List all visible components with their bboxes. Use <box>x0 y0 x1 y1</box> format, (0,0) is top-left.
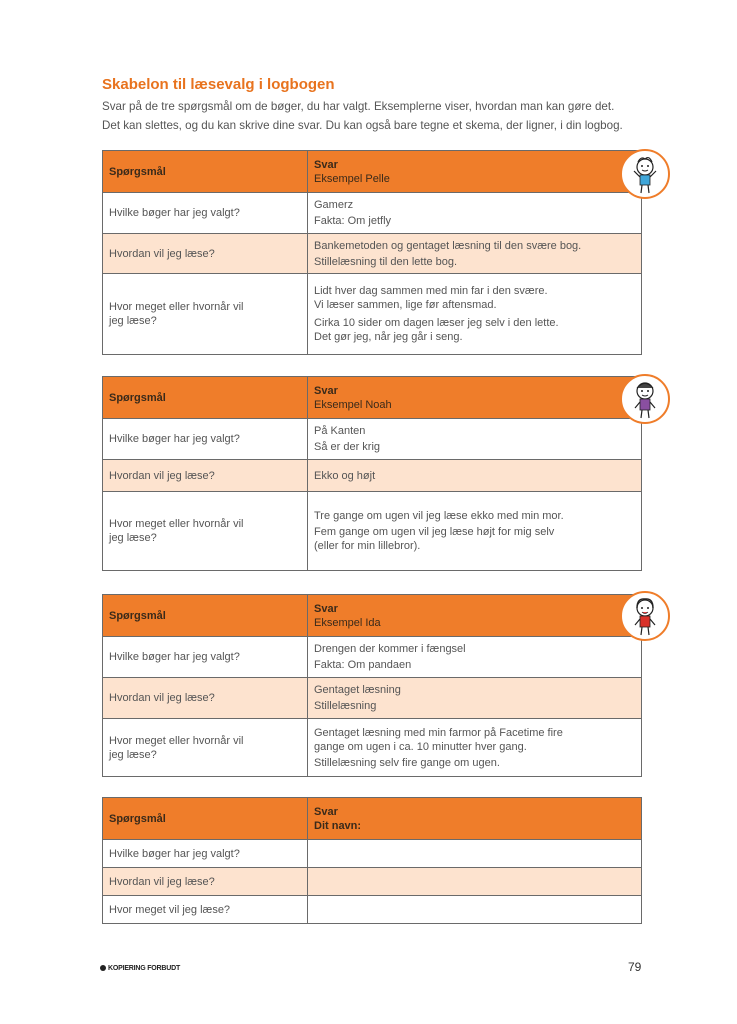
example-table-ida <box>102 594 642 777</box>
header-answer <box>308 377 642 419</box>
header-svar: Svar <box>314 805 338 818</box>
table-row <box>103 896 642 924</box>
answer-line: På Kanten <box>314 425 366 437</box>
table-row <box>103 678 642 719</box>
header-example-name: Eksempel Noah <box>314 398 392 411</box>
answer-line: Stillelæsning til den lette bog. <box>314 255 458 268</box>
copyright-icon <box>100 965 106 971</box>
answer-cell[interactable] <box>308 460 642 492</box>
table-header-row <box>103 595 642 637</box>
header-answer <box>308 595 642 637</box>
answer-line: gange om ugen i ca. 10 minutter hver gang. <box>314 740 527 753</box>
question-cell: Hvilke bøger har jeg valgt? <box>103 840 308 868</box>
question-cell: Hvilke bøger har jeg valgt? <box>103 193 308 234</box>
question-cell: Hvilke bøger har jeg valgt? <box>103 419 308 460</box>
table-row <box>103 840 642 868</box>
question-line: jeg læse? <box>109 748 157 761</box>
question-cell: Hvordan vil jeg læse? <box>103 868 308 896</box>
header-your-name: Dit navn: <box>314 819 362 832</box>
answer-cell[interactable] <box>308 719 642 777</box>
table-header-row <box>103 151 642 193</box>
question-cell: Hvordan vil jeg læse? <box>103 678 308 719</box>
table-row <box>103 492 642 571</box>
header-example-name: Eksempel Pelle <box>314 172 390 185</box>
table-header-row <box>103 798 642 840</box>
answer-input-cell[interactable] <box>308 896 642 924</box>
table-row <box>103 460 642 492</box>
pelle-avatar-icon <box>620 149 670 199</box>
answer-line: Gentaget læsning med min farmor på Facetime fire <box>314 726 563 739</box>
answer-line: Vi læser sammen, lige før aftensmad. <box>314 299 497 311</box>
answer-line: Fakta: Om jetfly <box>314 215 392 227</box>
answer-line: Tre gange om ugen vil jeg læse ekko med min mor. <box>314 510 564 522</box>
example-table-noah <box>102 376 642 571</box>
answer-line: Fakta: Om pandaen <box>314 659 412 671</box>
question-cell: Hvordan vil jeg læse? <box>103 234 308 274</box>
question-line: Hvor meget eller hvornår vil <box>109 518 244 530</box>
blank-template-table <box>102 797 642 924</box>
header-answer <box>308 151 642 193</box>
question-line: jeg læse? <box>109 532 157 544</box>
answer-cell[interactable] <box>308 637 642 678</box>
question-cell: Hvor meget vil jeg læse? <box>103 896 308 924</box>
answer-line: (eller for min lillebror). <box>314 540 421 552</box>
noah-avatar-icon <box>620 374 670 424</box>
answer-input-cell[interactable] <box>308 840 642 868</box>
header-question: Spørgsmål <box>103 151 308 193</box>
question-line: Hvor meget eller hvornår vil <box>109 734 244 747</box>
page-number: 79 <box>628 960 642 974</box>
header-svar: Svar <box>314 158 338 171</box>
table-row <box>103 193 642 234</box>
intro-line-2: Det kan slettes, og du kan skrive dine svar. Du kan også bare tegne et skema, der ligner, i din logbog. <box>102 119 623 132</box>
copy-forbidden-logo <box>100 965 180 972</box>
answer-cell[interactable] <box>308 234 642 274</box>
answer-cell[interactable] <box>308 492 642 571</box>
answer-line: Stillelæsning <box>314 700 377 712</box>
answer-line: Fem gange om ugen vil jeg læse højt for mig selv <box>314 526 555 538</box>
answer-cell[interactable] <box>308 274 642 355</box>
answer-cell[interactable] <box>308 193 642 234</box>
question-cell <box>103 719 308 777</box>
table-row <box>103 868 642 896</box>
copy-forbidden-text: KOPIERING FORBUDT <box>108 965 181 972</box>
answer-line: Det gør jeg, når jeg går i seng. <box>314 331 463 343</box>
header-svar: Svar <box>314 384 338 397</box>
table-row <box>103 637 642 678</box>
answer-line: Gamerz <box>314 199 354 211</box>
page-heading: Skabelon til læsevalg i logbogen <box>102 76 335 93</box>
header-question: Spørgsmål <box>103 595 308 637</box>
intro-line-1: Svar på de tre spørgsmål om de bøger, du har valgt. Eksemplerne viser, hvordan man kan gøre det. <box>102 100 615 113</box>
answer-line: Gentaget læsning <box>314 684 401 696</box>
answer-line: Så er der krig <box>314 441 381 453</box>
answer-line: Stillelæsning selv fire gange om ugen. <box>314 756 500 769</box>
header-answer <box>308 798 642 840</box>
ida-avatar-icon <box>620 591 670 641</box>
header-svar: Svar <box>314 602 338 615</box>
question-cell: Hvordan vil jeg læse? <box>103 460 308 492</box>
header-question: Spørgsmål <box>103 798 308 840</box>
table-row <box>103 719 642 777</box>
question-cell: Hvilke bøger har jeg valgt? <box>103 637 308 678</box>
table-row <box>103 234 642 274</box>
answer-input-cell[interactable] <box>308 868 642 896</box>
answer-cell[interactable] <box>308 419 642 460</box>
example-table-pelle <box>102 150 642 355</box>
answer-line: Bankemetoden og gentaget læsning til den svære bog. <box>314 239 582 252</box>
header-example-name: Eksempel Ida <box>314 616 381 629</box>
question-line: Hvor meget eller hvornår vil <box>109 301 244 313</box>
question-cell <box>103 274 308 355</box>
intro-text <box>102 97 662 135</box>
header-question: Spørgsmål <box>103 377 308 419</box>
answer-line: Cirka 10 sider om dagen læser jeg selv i den lette. <box>314 317 559 329</box>
table-header-row <box>103 377 642 419</box>
table-row <box>103 274 642 355</box>
answer-line: Ekko og højt <box>314 469 376 482</box>
answer-line: Drengen der kommer i fængsel <box>314 643 466 655</box>
answer-cell[interactable] <box>308 678 642 719</box>
table-row <box>103 419 642 460</box>
question-line: jeg læse? <box>109 315 157 327</box>
question-cell <box>103 492 308 571</box>
answer-line: Lidt hver dag sammen med min far i den svære. <box>314 285 548 297</box>
